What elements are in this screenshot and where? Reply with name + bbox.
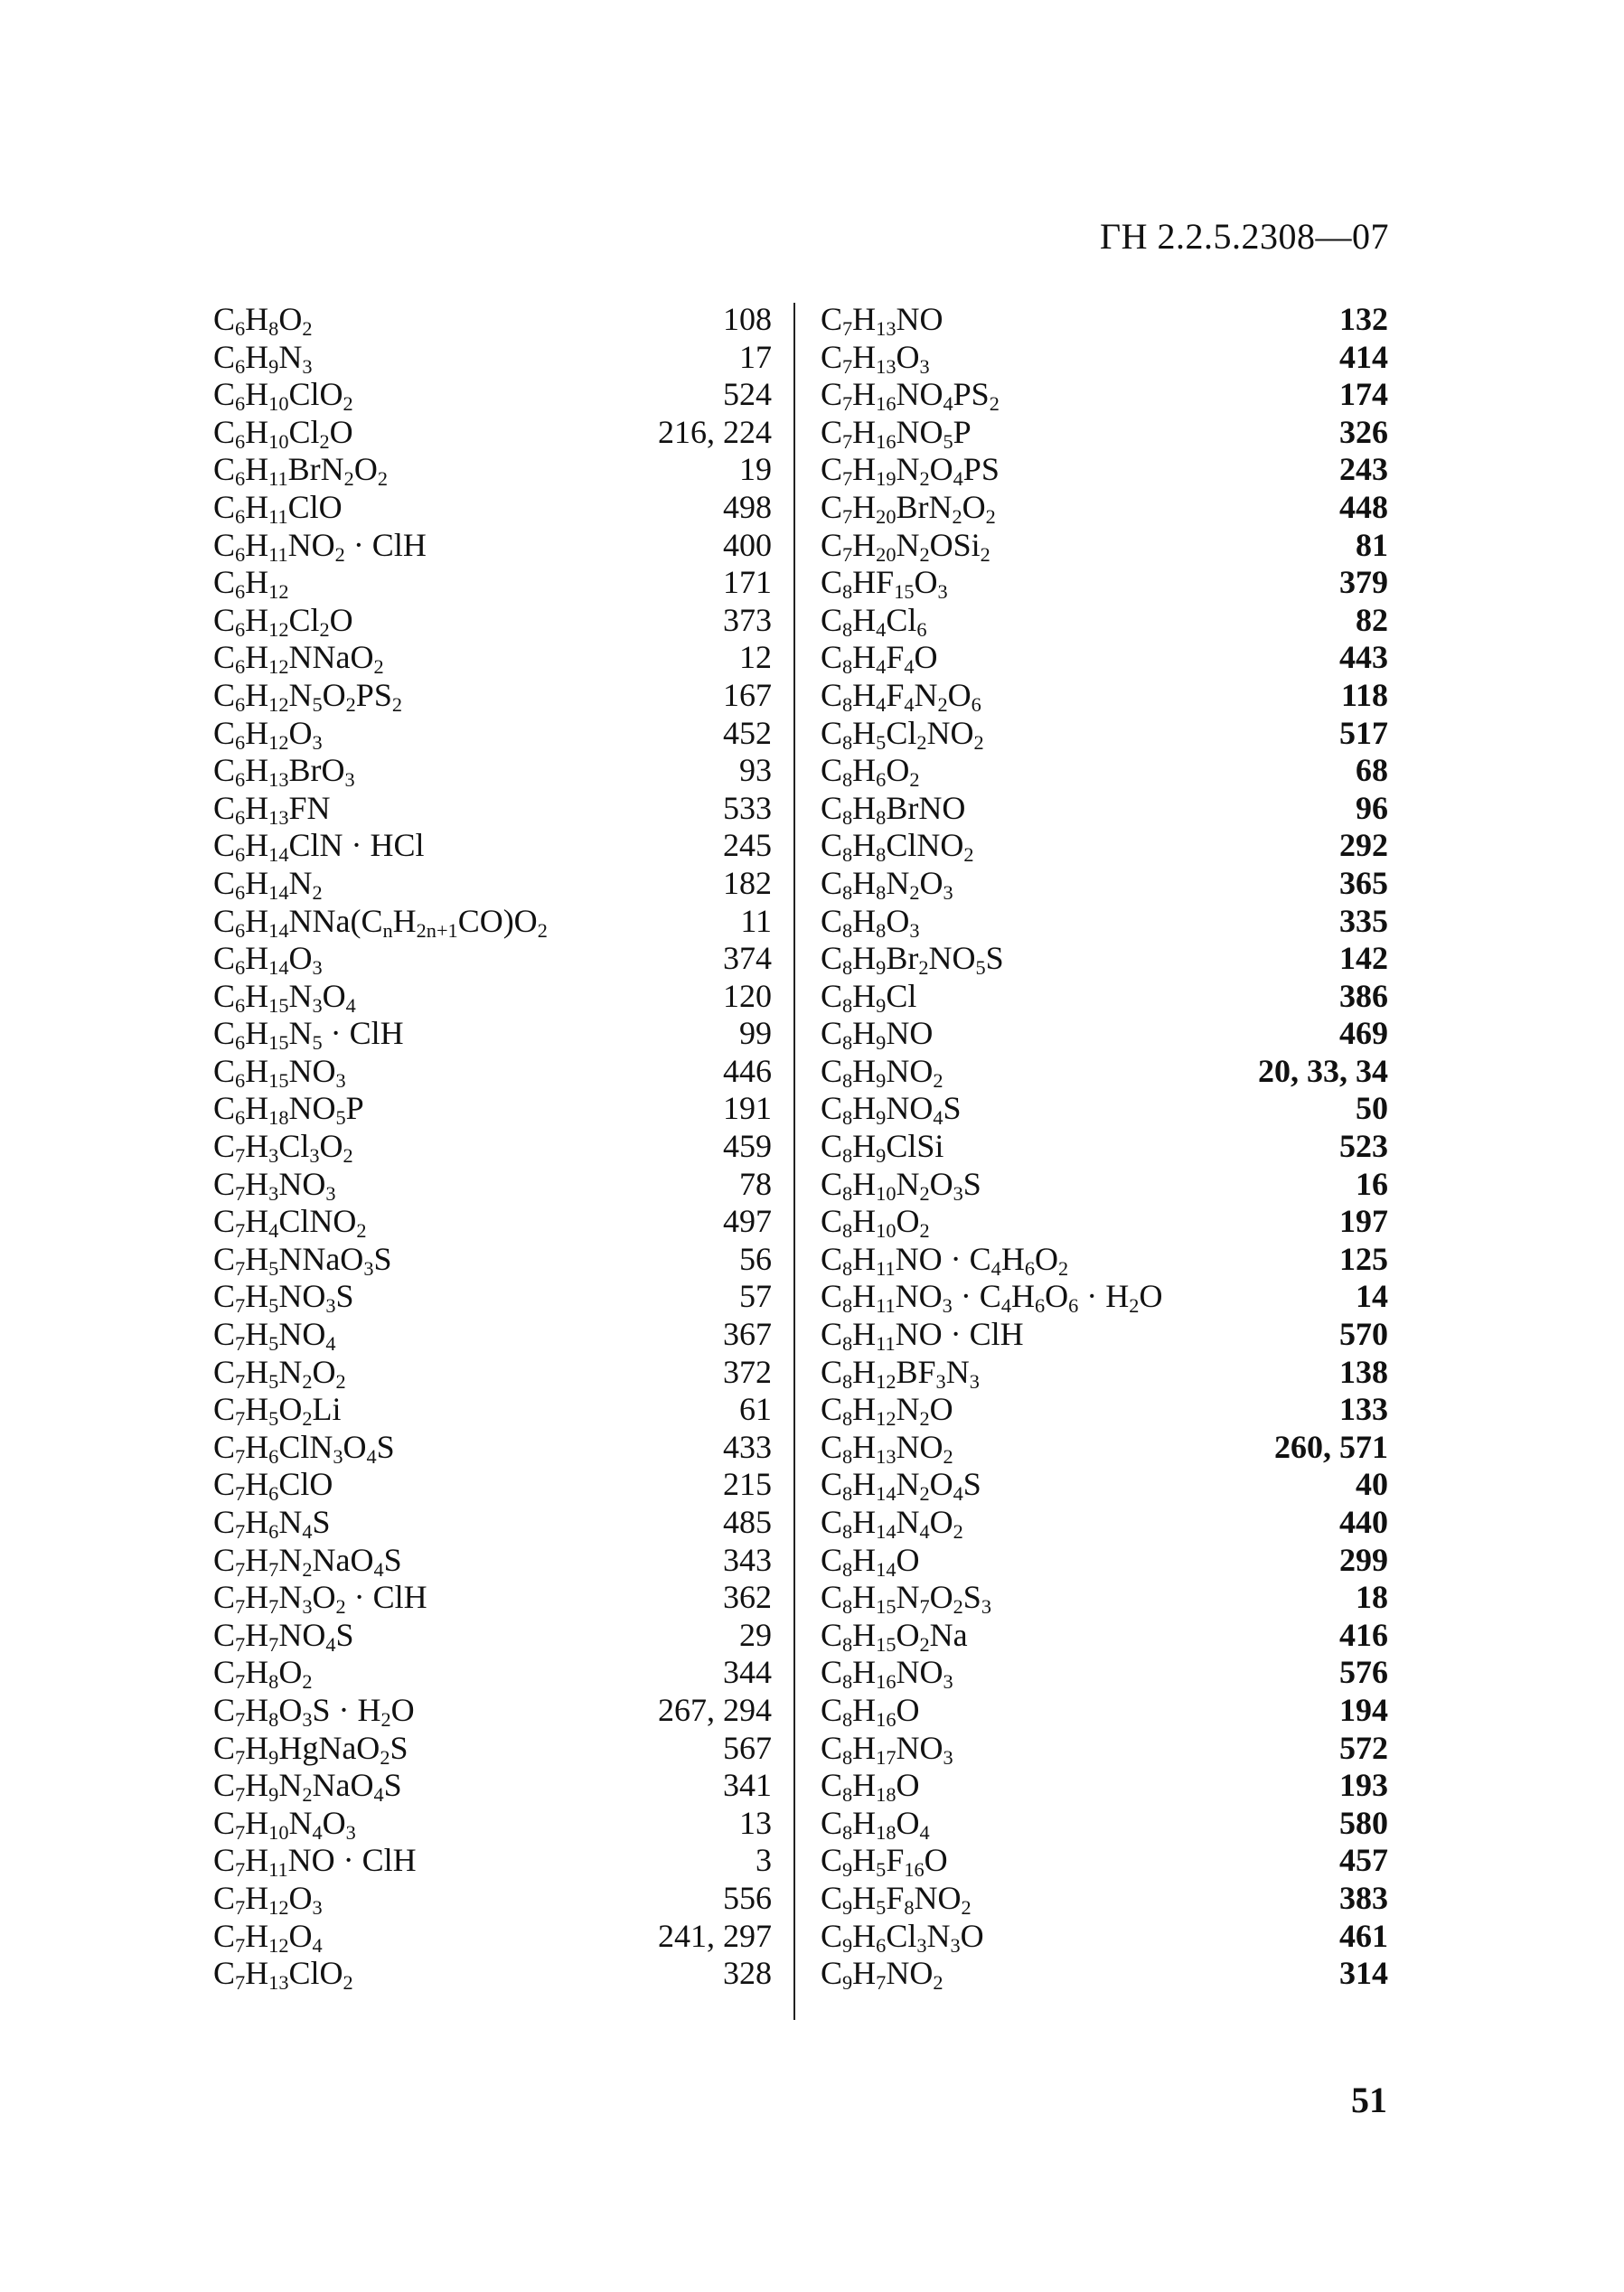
chemical-formula: $C_6H_{18}NO_5P$ [213, 1090, 364, 1130]
substance-reference-number: 498 [723, 488, 772, 525]
substance-reference-number: 517 [1339, 714, 1388, 751]
chemical-formula: $C_7H_{19}N_2O_4PS$ [821, 451, 1000, 491]
substance-reference-number: 3 [756, 1842, 772, 1879]
chemical-formula: $C_8H_{11}NO \cdot C_4H_6O_2$ [821, 1240, 1069, 1281]
chemical-formula: $C_7H_{20}BrN_2O_2$ [821, 488, 996, 529]
chemical-formula: $C_8H_8BrNO$ [821, 789, 966, 829]
chemical-formula: $C_8H_{13}NO_2$ [821, 1428, 953, 1469]
index-row [821, 376, 1388, 414]
substance-reference-number: 133 [1339, 1391, 1388, 1428]
index-row [821, 1805, 1388, 1843]
substance-reference-number: 416 [1339, 1616, 1388, 1653]
substance-reference-number: 344 [723, 1654, 772, 1691]
substance-reference-number: 11 [740, 902, 772, 939]
chemical-formula: $C_8H_8ClNO_2$ [821, 827, 974, 867]
chemical-formula: $C_6H_{12}$ [213, 564, 289, 604]
index-row [213, 1842, 772, 1880]
formula-index-left-column [213, 301, 772, 1993]
chemical-formula: $C_6H_{12}O_3$ [213, 714, 323, 754]
substance-reference-number: 400 [723, 526, 772, 563]
chemical-formula: $C_8H_6O_2$ [821, 752, 920, 792]
index-row [821, 1090, 1388, 1128]
substance-reference-number: 243 [1339, 451, 1388, 488]
substance-reference-number: 216, 224 [658, 413, 772, 450]
index-row [821, 1767, 1388, 1805]
substance-reference-number: 580 [1339, 1804, 1388, 1841]
chemical-formula: $C_8H_{16}NO_3$ [821, 1654, 953, 1694]
chemical-formula: $C_6H_{11}ClO$ [213, 488, 343, 529]
chemical-formula: $C_7H_3Cl_3O_2$ [213, 1128, 353, 1168]
index-row [821, 527, 1388, 565]
chemical-formula: $C_8H_5Cl_2NO_2$ [821, 714, 984, 754]
index-row [821, 715, 1388, 753]
substance-reference-number: 197 [1339, 1203, 1388, 1240]
index-row [213, 1730, 772, 1768]
index-row [821, 827, 1388, 865]
index-row [213, 1466, 772, 1504]
chemical-formula: $C_6H_{13}BrO_3$ [213, 752, 355, 792]
substance-reference-number: 367 [723, 1316, 772, 1353]
substance-reference-number: 40 [1356, 1466, 1388, 1503]
substance-reference-number: 567 [723, 1729, 772, 1766]
chemical-formula: $C_8H_{18}O_4$ [821, 1804, 930, 1844]
chemical-formula: $C_7H_8O_2$ [213, 1654, 313, 1694]
chemical-formula: $C_6H_9N_3$ [213, 338, 313, 378]
index-row [213, 1203, 772, 1241]
chemical-formula: $C_6H_{13}FN$ [213, 789, 331, 829]
index-row [213, 1579, 772, 1617]
chemical-formula: $C_6H_{14}N_2$ [213, 864, 323, 905]
substance-reference-number: 299 [1339, 1541, 1388, 1578]
index-row [213, 1354, 772, 1392]
index-row [821, 677, 1388, 715]
index-row [213, 602, 772, 640]
chemical-formula: $C_7H_7NO_4S$ [213, 1616, 354, 1657]
index-row [821, 1955, 1388, 1993]
index-row [213, 1166, 772, 1204]
index-row [821, 1391, 1388, 1429]
substance-reference-number: 78 [739, 1165, 772, 1202]
index-row [821, 564, 1388, 602]
chemical-formula: $C_7H_5NNaO_3S$ [213, 1240, 392, 1281]
substance-reference-number: 443 [1339, 639, 1388, 676]
chemical-formula: $C_7H_{16}NO_4PS_2$ [821, 376, 1000, 416]
chemical-formula: $C_6H_{11}BrN_2O_2$ [213, 451, 388, 491]
substance-reference-number: 61 [739, 1391, 772, 1428]
index-row [821, 1166, 1388, 1204]
chemical-formula: $C_8H_{10}N_2O_3S$ [821, 1165, 981, 1205]
substance-reference-number: 142 [1339, 940, 1388, 977]
substance-reference-number: 570 [1339, 1316, 1388, 1353]
index-row [821, 639, 1388, 677]
substance-reference-number: 556 [723, 1879, 772, 1916]
chemical-formula: $C_6H_{11}NO_2$ · ClH [213, 526, 427, 566]
chemical-formula: $C_7H_{12}O_3$ [213, 1879, 323, 1920]
index-row [213, 489, 772, 527]
index-row [213, 1918, 772, 1956]
chemical-formula: $C_8H_8N_2O_3$ [821, 864, 953, 905]
substance-reference-number: 241, 297 [658, 1917, 772, 1954]
chemical-formula: $C_7H_{13}NO$ [821, 301, 943, 341]
index-row [213, 1015, 772, 1053]
chemical-formula: $C_6H_{14}NNa(C_nH_{2n+1}CO)O_2$ [213, 902, 548, 942]
substance-reference-number: 335 [1339, 902, 1388, 939]
index-row [821, 1880, 1388, 1918]
index-row [213, 752, 772, 790]
chemical-formula: $C_8H_{14}O$ [821, 1541, 920, 1581]
index-row [213, 827, 772, 865]
chemical-formula: $C_8H_9ClSi$ [821, 1128, 944, 1168]
index-row [821, 978, 1388, 1016]
index-row [821, 865, 1388, 903]
substance-reference-number: 93 [739, 752, 772, 789]
index-row [821, 903, 1388, 941]
index-row [213, 451, 772, 489]
chemical-formula: $C_6H_{10}Cl_2O$ [213, 413, 353, 454]
index-row [821, 339, 1388, 377]
substance-reference-number: 68 [1356, 752, 1388, 789]
substance-reference-number: 452 [723, 714, 772, 751]
index-row [821, 1278, 1388, 1316]
chemical-formula: $C_8H_4Cl_6$ [821, 601, 927, 641]
index-row [821, 1504, 1388, 1542]
substance-reference-number: 383 [1339, 1879, 1388, 1916]
substance-reference-number: 193 [1339, 1767, 1388, 1804]
substance-reference-number: 99 [739, 1015, 772, 1052]
chemical-formula: $C_8H_{18}O$ [821, 1767, 920, 1807]
substance-reference-number: 13 [739, 1804, 772, 1841]
substance-reference-number: 18 [1356, 1579, 1388, 1616]
index-row [821, 301, 1388, 339]
substance-reference-number: 379 [1339, 564, 1388, 601]
substance-reference-number: 125 [1339, 1240, 1388, 1277]
index-row [213, 790, 772, 828]
chemical-formula: $C_8H_9NO$ [821, 1015, 934, 1055]
index-row [213, 677, 772, 715]
substance-reference-number: 314 [1339, 1955, 1388, 1992]
index-row [213, 1880, 772, 1918]
chemical-formula: $C_8H_{14}N_4O_2$ [821, 1504, 963, 1544]
chemical-formula: $C_7H_{13}ClO_2$ [213, 1955, 353, 1995]
chemical-formula: $C_7H_{20}N_2OSi_2$ [821, 526, 990, 566]
substance-reference-number: 12 [739, 639, 772, 676]
chemical-formula: $C_7H_5N_2O_2$ [213, 1353, 346, 1393]
substance-reference-number: 138 [1339, 1353, 1388, 1390]
substance-reference-number: 16 [1356, 1165, 1388, 1202]
chemical-formula: $C_7H_6ClO$ [213, 1466, 333, 1506]
substance-reference-number: 572 [1339, 1729, 1388, 1766]
index-row [821, 940, 1388, 978]
substance-reference-number: 19 [739, 451, 772, 488]
substance-reference-number: 576 [1339, 1654, 1388, 1691]
substance-reference-number: 440 [1339, 1504, 1388, 1540]
substance-reference-number: 50 [1356, 1090, 1388, 1127]
index-row [821, 1692, 1388, 1730]
substance-reference-number: 414 [1339, 338, 1388, 375]
index-row [213, 1391, 772, 1429]
chemical-formula: $C_6H_{12}NNaO_2$ [213, 639, 384, 679]
chemical-formula: $C_7H_5O_2Li$ [213, 1391, 342, 1431]
chemical-formula: $C_8H_{15}N_7O_2S_3$ [821, 1579, 991, 1619]
chemical-formula: $C_8H_{14}N_2O_4S$ [821, 1466, 981, 1506]
substance-reference-number: 20, 33, 34 [1258, 1052, 1388, 1089]
index-row [213, 1316, 772, 1354]
index-row [213, 564, 772, 602]
chemical-formula: $C_8H_{12}N_2O$ [821, 1391, 953, 1431]
index-row [821, 1542, 1388, 1580]
chemical-formula: $C_7H_6N_4S$ [213, 1504, 331, 1544]
substance-reference-number: 260, 571 [1274, 1428, 1388, 1465]
chemical-formula: $C_7H_5NO_3S$ [213, 1278, 354, 1318]
substance-reference-number: 194 [1339, 1691, 1388, 1728]
index-row [821, 752, 1388, 790]
index-row [213, 1128, 772, 1166]
chemical-formula: $C_7H_9HgNaO_2S$ [213, 1729, 408, 1769]
chemical-formula: $C_7H_{13}O_3$ [821, 338, 930, 378]
index-row [213, 1617, 772, 1655]
index-row [821, 1579, 1388, 1617]
chemical-formula: $C_7H_9N_2NaO_4S$ [213, 1767, 402, 1807]
chemical-formula: $C_9H_6Cl_3N_3O$ [821, 1917, 984, 1957]
substance-reference-number: 459 [723, 1128, 772, 1165]
substance-reference-number: 523 [1339, 1128, 1388, 1165]
substance-reference-number: 448 [1339, 488, 1388, 525]
substance-reference-number: 343 [723, 1541, 772, 1578]
index-row [821, 1241, 1388, 1279]
index-row [213, 639, 772, 677]
substance-reference-number: 362 [723, 1579, 772, 1616]
index-row [213, 376, 772, 414]
chemical-formula: $C_7H_8O_3S \cdot H_2O$ [213, 1691, 415, 1732]
substance-reference-number: 82 [1356, 601, 1388, 638]
substance-reference-number: 174 [1339, 376, 1388, 413]
substance-reference-number: 108 [723, 301, 772, 337]
chemical-formula: $C_8H_9Cl$ [821, 977, 917, 1017]
substance-reference-number: 524 [723, 376, 772, 413]
index-row [213, 339, 772, 377]
substance-reference-number: 433 [723, 1428, 772, 1465]
index-row [213, 1654, 772, 1692]
chemical-formula: $C_6H_{15}N_3O_4$ [213, 977, 356, 1017]
chemical-formula: $C_6H_{14}ClN$ · HCl [213, 827, 425, 867]
index-row [821, 451, 1388, 489]
substance-reference-number: 497 [723, 1203, 772, 1240]
chemical-formula: $C_9H_7NO_2$ [821, 1955, 943, 1995]
substance-reference-number: 533 [723, 789, 772, 826]
index-row [213, 978, 772, 1016]
index-row [213, 903, 772, 941]
index-row [821, 489, 1388, 527]
index-row [213, 527, 772, 565]
index-row [821, 1203, 1388, 1241]
substance-reference-number: 215 [723, 1466, 772, 1503]
chemical-formula: $C_8H_8O_3$ [821, 902, 920, 942]
substance-reference-number: 14 [1356, 1278, 1388, 1315]
index-row [821, 1654, 1388, 1692]
chemical-formula: $C_6H_{12}N_5O_2PS_2$ [213, 676, 402, 717]
chemical-formula: $C_6H_{15}N_5$ · ClH [213, 1015, 404, 1055]
index-row [213, 1278, 772, 1316]
substance-reference-number: 182 [723, 864, 772, 901]
substance-reference-number: 461 [1339, 1917, 1388, 1954]
index-row [213, 1542, 772, 1580]
index-row [821, 790, 1388, 828]
substance-reference-number: 386 [1339, 977, 1388, 1014]
index-row [821, 1354, 1388, 1392]
chemical-formula: $C_8H_{10}O_2$ [821, 1203, 930, 1243]
substance-reference-number: 57 [739, 1278, 772, 1315]
chemical-formula: $C_8H_9NO_4S$ [821, 1090, 962, 1130]
index-row [213, 1053, 772, 1091]
index-row [821, 414, 1388, 452]
chemical-formula: $C_6H_{12}Cl_2O$ [213, 601, 353, 641]
chemical-formula: $C_6H_{14}O_3$ [213, 940, 323, 980]
substance-reference-number: 469 [1339, 1015, 1388, 1052]
chemical-formula: $C_8H_{11}NO_3 \cdot C_4H_6O_6 \cdot H_2O$ [821, 1278, 1163, 1318]
index-row [821, 1316, 1388, 1354]
index-row [213, 1504, 772, 1542]
chemical-formula: $C_7H_6ClN_3O_4S$ [213, 1428, 395, 1469]
chemical-formula: $C_8H_{11}NO$ · ClH [821, 1316, 1024, 1356]
index-row [213, 301, 772, 339]
document-code: ГН 2.2.5.2308—07 [1099, 216, 1389, 257]
chemical-formula: $C_9H_5F_8NO_2$ [821, 1879, 972, 1920]
substance-reference-number: 132 [1339, 301, 1388, 337]
chemical-formula: $C_7H_{11}NO$ · ClH [213, 1842, 417, 1882]
chemical-formula: $C_8H_{16}O$ [821, 1691, 920, 1732]
substance-reference-number: 120 [723, 977, 772, 1014]
chemical-formula: $C_8H_4F_4O$ [821, 639, 938, 679]
index-row [821, 1466, 1388, 1504]
index-row [821, 1842, 1388, 1880]
index-row [213, 940, 772, 978]
substance-reference-number: 167 [723, 676, 772, 713]
substance-reference-number: 373 [723, 601, 772, 638]
substance-reference-number: 341 [723, 1767, 772, 1804]
column-divider [793, 303, 795, 2020]
substance-reference-number: 81 [1356, 526, 1388, 563]
chemical-formula: $C_6H_{15}NO_3$ [213, 1052, 346, 1093]
index-row [821, 1918, 1388, 1956]
substance-reference-number: 17 [739, 338, 772, 375]
chemical-formula: $C_7H_7N_2NaO_4S$ [213, 1541, 402, 1581]
chemical-formula: $C_9H_5F_{16}O$ [821, 1842, 948, 1882]
chemical-formula: $C_7H_5NO_4$ [213, 1316, 336, 1356]
substance-reference-number: 446 [723, 1052, 772, 1089]
chemical-formula: $C_7H_3NO_3$ [213, 1165, 336, 1205]
chemical-formula: $C_7H_4ClNO_2$ [213, 1203, 367, 1243]
index-row [213, 1241, 772, 1279]
chemical-formula: $C_8H_{12}BF_3N_3$ [821, 1353, 980, 1393]
substance-reference-number: 171 [723, 564, 772, 601]
index-row [213, 1429, 772, 1467]
substance-reference-number: 485 [723, 1504, 772, 1540]
index-row [821, 1429, 1388, 1467]
substance-reference-number: 96 [1356, 789, 1388, 826]
substance-reference-number: 267, 294 [658, 1691, 772, 1728]
chemical-formula: $C_6H_{10}ClO_2$ [213, 376, 353, 416]
index-row [213, 1805, 772, 1843]
substance-reference-number: 292 [1339, 827, 1388, 864]
substance-reference-number: 29 [739, 1616, 772, 1653]
chemical-formula: $C_6H_8O_2$ [213, 301, 313, 341]
index-row [821, 1730, 1388, 1768]
chemical-formula: $C_8H_9Br_2NO_5S$ [821, 940, 1004, 980]
substance-reference-number: 457 [1339, 1842, 1388, 1879]
substance-reference-number: 372 [723, 1353, 772, 1390]
index-row [213, 715, 772, 753]
chemical-formula: $C_8H_9NO_2$ [821, 1052, 943, 1093]
formula-index-right-column [821, 301, 1388, 1993]
substance-reference-number: 191 [723, 1090, 772, 1127]
substance-reference-number: 326 [1339, 413, 1388, 450]
index-row [213, 1955, 772, 1993]
chemical-formula: $C_7H_7N_3O_2$ · ClH [213, 1579, 427, 1619]
index-row [821, 1128, 1388, 1166]
index-row [821, 1617, 1388, 1655]
substance-reference-number: 56 [739, 1240, 772, 1277]
substance-reference-number: 245 [723, 827, 772, 864]
chemical-formula: $C_7H_{10}N_4O_3$ [213, 1804, 356, 1844]
substance-reference-number: 374 [723, 940, 772, 977]
index-row [821, 1053, 1388, 1091]
chemical-formula: $C_7H_{12}O_4$ [213, 1917, 323, 1957]
substance-reference-number: 365 [1339, 864, 1388, 901]
index-row [821, 602, 1388, 640]
page-number: 51 [1351, 2080, 1387, 2120]
index-row [821, 1015, 1388, 1053]
chemical-formula: $C_8H_4F_4N_2O_6$ [821, 676, 981, 717]
index-row [213, 1692, 772, 1730]
index-row [213, 865, 772, 903]
chemical-formula: $C_7H_{16}NO_5P$ [821, 413, 972, 454]
substance-reference-number: 328 [723, 1955, 772, 1992]
index-row [213, 1767, 772, 1805]
chemical-formula: $C_8H_{15}O_2Na$ [821, 1616, 968, 1657]
substance-reference-number: 118 [1340, 676, 1388, 713]
index-row [213, 1090, 772, 1128]
chemical-formula: $C_8HF_{15}O_3$ [821, 564, 948, 604]
chemical-formula: $C_8H_{17}NO_3$ [821, 1729, 953, 1769]
index-row [213, 414, 772, 452]
